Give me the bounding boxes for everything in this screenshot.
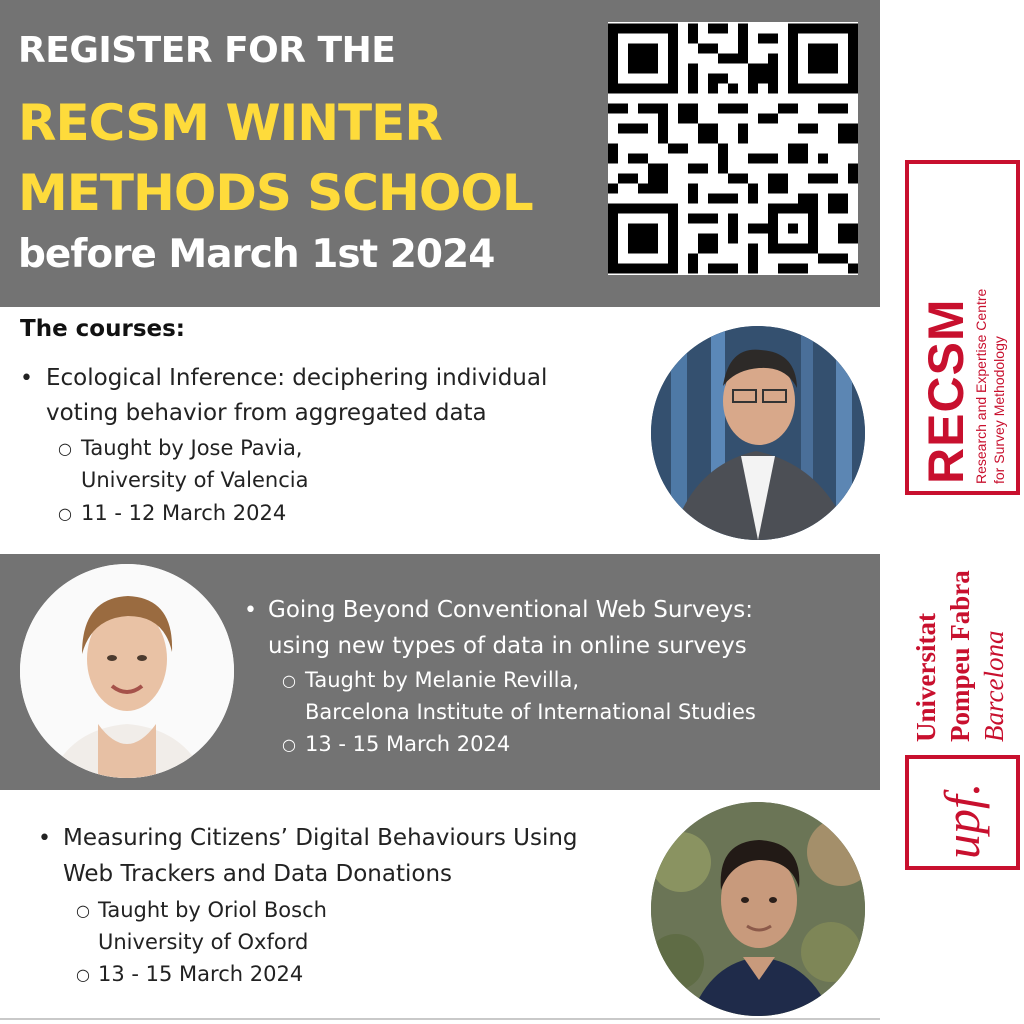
course-title-line: Ecological Inference: deciphering individual	[46, 365, 548, 391]
courses-heading: The courses:	[20, 316, 185, 342]
course-teacher: Taught by Melanie Revilla,	[305, 668, 580, 692]
header-line-2: RECSM WINTER	[18, 94, 442, 152]
course-institution: University of Oxford	[98, 930, 309, 954]
circle-bullet-icon: ○	[76, 965, 90, 984]
course-dates: 13 - 15 March 2024	[305, 732, 511, 756]
header-line-3: METHODS SCHOOL	[18, 164, 533, 222]
course-title-line: using new types of data in online surveys	[268, 633, 747, 659]
course-title-line: Going Beyond Conventional Web Surveys:	[268, 597, 753, 623]
header-line-1: REGISTER FOR THE	[18, 30, 396, 71]
recsm-logo-name: RECSM	[918, 298, 974, 484]
circle-bullet-icon: ○	[76, 901, 90, 920]
circle-bullet-icon: ○	[282, 671, 296, 690]
divider	[0, 1018, 880, 1020]
course-institution: University of Valencia	[81, 468, 309, 492]
circle-bullet-icon: ○	[282, 735, 296, 754]
course-dates: 11 - 12 March 2024	[81, 501, 287, 525]
recsm-logo	[905, 160, 1020, 495]
instructor-photo	[651, 802, 865, 1016]
upf-line-1: Universitat	[911, 613, 941, 742]
course-title-line: Measuring Citizens’ Digital Behaviours Using	[63, 825, 578, 851]
upf-logo	[905, 755, 1020, 870]
instructor-photo	[651, 326, 865, 540]
bullet-icon: •	[244, 598, 257, 623]
course-title-line: voting behavior from aggregated data	[46, 400, 487, 426]
header-banner	[0, 0, 880, 307]
course-dates: 13 - 15 March 2024	[98, 962, 304, 986]
instructor-photo	[20, 564, 234, 778]
header-deadline: before March 1st 2024	[18, 232, 495, 277]
recsm-logo-subtitle: Research and Expertise Centre	[973, 288, 989, 484]
bullet-icon: •	[38, 826, 51, 851]
upf-line-2: Pompeu Fabra	[945, 570, 975, 742]
circle-bullet-icon: ○	[58, 439, 72, 458]
course-teacher: Taught by Oriol Bosch	[98, 898, 327, 922]
upf-wordmark	[905, 520, 1020, 745]
qr-code[interactable]	[608, 22, 858, 275]
upf-line-3: Barcelona	[979, 630, 1009, 742]
upf-mark: upf.	[934, 782, 990, 859]
course-title-line: Web Trackers and Data Donations	[63, 861, 453, 887]
circle-bullet-icon: ○	[58, 504, 72, 523]
recsm-logo-subtitle: for Survey Methodology	[991, 336, 1007, 484]
course-institution: Barcelona Institute of International Studies	[305, 700, 756, 724]
course-teacher: Taught by Jose Pavia,	[81, 436, 303, 460]
bullet-icon: •	[20, 366, 33, 391]
